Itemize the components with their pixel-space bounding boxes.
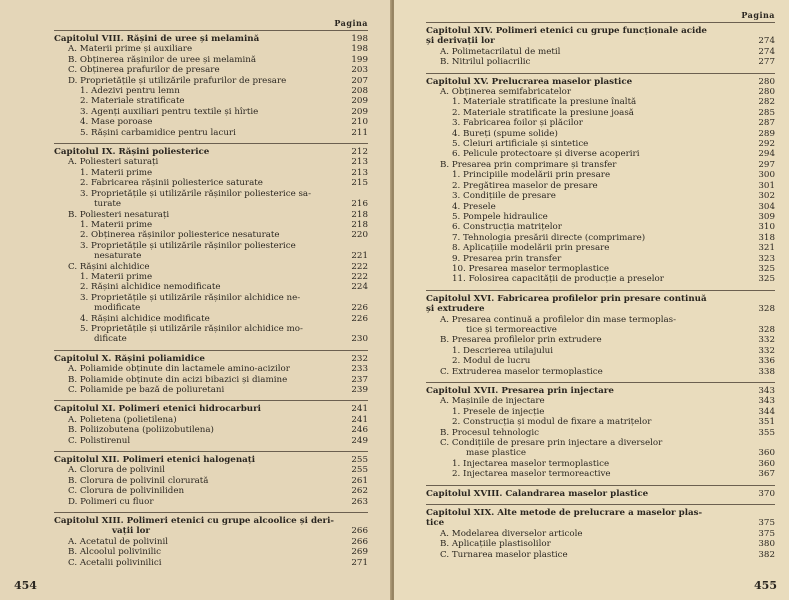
toc-entry — [426, 346, 775, 356]
chapter-block — [426, 22, 775, 68]
toc-entry — [426, 202, 775, 212]
entry-page-number: 218 — [351, 219, 368, 230]
entry-page-number: 280 — [758, 87, 775, 98]
entry-title: 1. Materii prime — [80, 167, 153, 178]
toc-entry — [426, 254, 775, 264]
entry-title: Capitolul XVII. Presarea prin injectare — [426, 386, 614, 396]
entry-title: C. Acetalii polivinilici — [68, 557, 162, 568]
entry-page-number: 280 — [758, 76, 775, 87]
entry-page-number: 198 — [351, 34, 368, 44]
entry-title: 7. Tehnologia presării directe (comprimare) — [452, 232, 646, 243]
entry-page-number: 222 — [351, 261, 368, 272]
toc-entry — [54, 558, 368, 568]
toc-entry — [426, 428, 775, 438]
toc-entry — [54, 199, 368, 209]
entry-page-number: 292 — [758, 139, 775, 150]
toc-entry — [54, 314, 368, 324]
chapter-heading — [54, 455, 368, 465]
entry-page-number: 198 — [351, 44, 368, 55]
chapter-block — [426, 290, 775, 377]
entry-page-number: 203 — [351, 65, 368, 76]
entry-title: 3. Fabricarea foilor și plăcilor — [452, 118, 583, 129]
chapter-heading — [426, 304, 775, 314]
entry-title: 1. Injectarea maselor termoplastice — [452, 458, 610, 469]
entry-page-number: 255 — [351, 455, 368, 466]
entry-title: C. Turnarea maselor plastice — [440, 549, 568, 560]
entry-title: 2. Fabricarea rășinii poliesterice saturate — [80, 178, 263, 189]
page-number: 454 — [14, 579, 37, 592]
toc-entry — [54, 168, 368, 178]
entry-page-number: 226 — [351, 303, 368, 314]
entry-title: Capitolul X. Rășini poliamidice — [54, 353, 205, 364]
entry-title: B. Presarea profilelor prin extrudere — [440, 335, 602, 346]
entry-title: A. Poliesteri saturați — [68, 157, 159, 168]
entry-page-number: 199 — [351, 54, 368, 65]
entry-title: 1. Principiile modelării prin presare — [452, 170, 611, 181]
toc-entry — [54, 282, 368, 292]
toc-entry — [426, 47, 775, 57]
entry-page-number: 255 — [351, 465, 368, 476]
toc-entry — [426, 438, 775, 448]
entry-title: A. Presarea continuă a profilelor din mase termoplas- — [440, 314, 677, 325]
entry-title: A. Obținerea semifabricatelor — [440, 87, 572, 98]
entry-title: 5. Pompele hidraulice — [452, 211, 548, 222]
entry-title: 5. Rășini carbamidice pentru lacuri — [80, 127, 236, 138]
entry-title: 1. Presele de injecție — [452, 406, 545, 417]
entry-title: B. Poliesteri nesaturați — [68, 209, 170, 220]
entry-page-number: 211 — [351, 127, 368, 138]
entry-page-number: 226 — [351, 313, 368, 324]
entry-title: nesaturate — [94, 251, 142, 262]
toc-entry — [426, 469, 775, 479]
chapter-block — [426, 382, 775, 480]
right-page — [394, 0, 789, 600]
toc-entry — [54, 364, 368, 374]
table-of-contents — [54, 30, 368, 568]
entry-page-number: 344 — [758, 406, 775, 417]
entry-page-number: 351 — [758, 417, 775, 428]
toc-entry — [426, 139, 775, 149]
page-column-header: Pagina — [741, 10, 775, 20]
entry-page-number: 233 — [351, 364, 368, 375]
toc-entry — [426, 191, 775, 201]
entry-title: Capitolul XII. Polimeri etenici halogenați — [54, 455, 256, 466]
entry-title: A. Clorura de polivinil — [68, 465, 165, 476]
entry-page-number: 230 — [351, 334, 368, 345]
chapter-block — [54, 400, 368, 446]
entry-title: A. Polimetacrilatul de metil — [440, 46, 561, 57]
entry-title: B. Clorura de polivinil clorurată — [68, 475, 209, 486]
toc-entry — [54, 334, 368, 344]
toc-entry — [54, 220, 368, 230]
toc-entry — [54, 425, 368, 435]
toc-entry — [54, 303, 368, 313]
entry-title: 3. Condițiile de presare — [452, 191, 556, 202]
toc-entry — [54, 272, 368, 282]
entry-page-number: 375 — [758, 528, 775, 539]
entry-title: 3. Proprietățile și utilizările rășinilor poliesterice — [80, 240, 296, 251]
entry-title: D. Proprietățile și utilizările prafurilor de presare — [68, 75, 287, 86]
toc-entry — [54, 128, 368, 138]
entry-title: tice — [426, 518, 445, 529]
toc-entry — [54, 324, 368, 334]
toc-entry — [426, 129, 775, 139]
entry-title: C. Clorura de poliviniliden — [68, 486, 185, 497]
entry-page-number: 237 — [351, 374, 368, 385]
entry-page-number: 332 — [758, 345, 775, 356]
entry-page-number: 325 — [758, 263, 775, 274]
toc-entry — [426, 160, 775, 170]
entry-page-number: 246 — [351, 425, 368, 436]
entry-title: 4. Bureți (spume solide) — [452, 128, 558, 139]
entry-title: B. Procesul tehnologic — [440, 427, 540, 438]
toc-entry — [426, 170, 775, 180]
entry-page-number: 274 — [758, 46, 775, 57]
table-of-contents — [426, 22, 775, 560]
entry-title: 6. Pelicule protectoare și diverse acoperiri — [452, 149, 640, 160]
entry-page-number: 241 — [351, 414, 368, 425]
toc-entry — [426, 264, 775, 274]
entry-title: Capitolul XI. Polimeri etenici hidrocarburi — [54, 404, 261, 415]
toc-entry — [426, 396, 775, 406]
toc-entry — [54, 76, 368, 86]
toc-entry — [54, 210, 368, 220]
toc-entry — [54, 230, 368, 240]
toc-entry — [54, 486, 368, 496]
entry-page-number: 218 — [351, 209, 368, 220]
entry-page-number: 300 — [758, 170, 775, 181]
entry-title: 4. Rășini alchidice modificate — [80, 313, 210, 324]
toc-entry — [426, 448, 775, 458]
entry-page-number: 213 — [351, 157, 368, 168]
entry-title: A. Modelarea diverselor articole — [440, 528, 583, 539]
entry-page-number: 271 — [351, 557, 368, 568]
toc-entry — [426, 417, 775, 427]
entry-page-number: 216 — [351, 199, 368, 210]
entry-page-number: 309 — [758, 211, 775, 222]
entry-title: B. Poliizobutena (poliizobutilena) — [68, 425, 214, 436]
chapter-heading — [54, 404, 368, 414]
entry-page-number: 375 — [758, 518, 775, 529]
entry-page-number: 207 — [351, 75, 368, 86]
entry-title: modificate — [94, 303, 141, 314]
entry-page-number: 302 — [758, 191, 775, 202]
toc-entry — [426, 539, 775, 549]
toc-entry — [54, 107, 368, 117]
toc-entry — [54, 465, 368, 475]
entry-title: B. Poliamide obținute din acizi bibazici și diamine — [68, 374, 288, 385]
entry-page-number: 212 — [351, 147, 368, 158]
entry-page-number: 221 — [351, 251, 368, 262]
entry-title: B. Alcoolul polivinilic — [68, 547, 162, 558]
toc-entry — [54, 547, 368, 557]
entry-page-number: 343 — [758, 396, 775, 407]
entry-page-number: 343 — [758, 386, 775, 396]
toc-entry — [54, 96, 368, 106]
entry-page-number: 336 — [758, 356, 775, 367]
entry-page-number: 318 — [758, 232, 775, 243]
chapter-block — [54, 143, 368, 345]
toc-entry — [54, 189, 368, 199]
chapter-heading — [426, 489, 775, 499]
toc-entry — [54, 241, 368, 251]
entry-title: 6. Construcția matrițelor — [452, 222, 562, 233]
entry-title: turate — [94, 199, 122, 210]
chapter-heading — [54, 34, 368, 44]
entry-page-number: 323 — [758, 253, 775, 264]
toc-entry — [54, 293, 368, 303]
entry-title: 1. Descrierea utilajului — [452, 345, 554, 356]
chapter-heading — [54, 147, 368, 157]
entry-page-number: 285 — [758, 107, 775, 118]
entry-title: C. Rășini alchidice — [68, 261, 150, 272]
entry-title: 4. Presele — [452, 201, 496, 212]
entry-title: mase plastice — [466, 448, 527, 459]
toc-entry — [54, 44, 368, 54]
entry-title: C. Condițiile de presare prin injectare a diverselor — [440, 438, 663, 449]
entry-title: C. Polistirenul — [68, 435, 131, 446]
entry-title: 2. Materiale stratificate — [80, 96, 185, 107]
entry-title: 9. Presarea prin transfer — [452, 253, 562, 264]
chapter-block — [426, 504, 775, 560]
entry-page-number: 266 — [351, 526, 368, 537]
entry-page-number: 297 — [758, 159, 775, 170]
entry-page-number: 209 — [351, 106, 368, 117]
chapter-heading — [426, 36, 775, 46]
toc-entry — [54, 436, 368, 446]
entry-title: C. Obținerea prafurilor de presare — [68, 65, 220, 76]
chapter-block — [54, 30, 368, 138]
entry-title: B. Nitrilul poliacrilic — [440, 57, 531, 68]
entry-page-number: 262 — [351, 486, 368, 497]
entry-page-number: 328 — [758, 324, 775, 335]
entry-title: A. Mașinile de injectare — [440, 396, 545, 407]
chapter-heading — [426, 77, 775, 87]
entry-page-number: 355 — [758, 427, 775, 438]
entry-title: și derivații lor — [426, 36, 495, 47]
chapter-heading — [426, 26, 775, 36]
entry-title: 2. Rășini alchidice nemodificate — [80, 282, 221, 293]
toc-entry — [426, 222, 775, 232]
entry-page-number: 232 — [351, 353, 368, 364]
entry-page-number: 269 — [351, 547, 368, 558]
toc-entry — [54, 375, 368, 385]
entry-title: 11. Folosirea capacității de producție a preselor — [452, 274, 664, 285]
chapter-block — [54, 350, 368, 396]
entry-title: 3. Proprietățile și utilizările rășinilor alchidice ne- — [80, 292, 301, 303]
entry-title: A. Materii prime și auxiliare — [68, 44, 193, 55]
chapter-heading — [426, 294, 775, 304]
toc-entry — [426, 57, 775, 67]
entry-page-number: 310 — [758, 222, 775, 233]
toc-entry — [54, 537, 368, 547]
entry-page-number: 220 — [351, 230, 368, 241]
entry-title: A. Poliamide obținute din lactamele amino-acizilor — [68, 364, 290, 375]
toc-entry — [426, 459, 775, 469]
chapter-block — [54, 451, 368, 507]
entry-title: 5. Proprietățile și utilizările rășinilor alchidice mo- — [80, 323, 303, 334]
entry-title: A. Polietena (polietilena) — [68, 414, 177, 425]
toc-entry — [426, 529, 775, 539]
entry-title: 3. Agenți auxiliari pentru textile și hîrtie — [80, 106, 259, 117]
entry-page-number: 222 — [351, 271, 368, 282]
entry-title: C. Extruderea maselor termoplastice — [440, 366, 603, 377]
entry-title: C. Poliamide pe bază de poliuretani — [68, 385, 225, 395]
chapter-heading — [426, 386, 775, 396]
chapter-heading — [54, 354, 368, 364]
toc-entry — [54, 497, 368, 507]
entry-page-number: 380 — [758, 539, 775, 550]
entry-page-number: 241 — [351, 404, 368, 415]
entry-title: B. Aplicațiile plastisolilor — [440, 539, 551, 550]
toc-entry — [54, 262, 368, 272]
entry-title: 4. Mase poroase — [80, 117, 153, 128]
entry-page-number: 301 — [758, 180, 775, 191]
entry-title: Capitolul IX. Rășini poliesterice — [54, 147, 210, 158]
entry-title: Capitolul XVI. Fabricarea profilelor prin presare continuă — [426, 293, 707, 304]
chapter-heading — [54, 516, 368, 526]
entry-title: 2. Injectarea maselor termoreactive — [452, 469, 611, 480]
entry-title: și extrudere — [426, 304, 485, 315]
toc-entry — [426, 87, 775, 97]
entry-title: 1. Materiale stratificate la presiune înaltă — [452, 97, 637, 108]
toc-entry — [426, 356, 775, 366]
toc-entry — [426, 325, 775, 335]
entry-title: 3. Proprietățile și utilizările rășinilor poliesterice sa- — [80, 188, 312, 199]
entry-page-number: 266 — [351, 536, 368, 547]
entry-page-number: 332 — [758, 335, 775, 346]
entry-page-number: 224 — [351, 282, 368, 293]
entry-title: B. Presarea prin comprimare și transfer — [440, 159, 617, 170]
chapter-block — [54, 512, 368, 568]
entry-title: 2. Obținerea rășinilor poliesterice nesaturate — [80, 230, 280, 241]
toc-entry — [426, 118, 775, 128]
entry-page-number: 304 — [758, 201, 775, 212]
entry-page-number: 208 — [351, 86, 368, 97]
entry-page-number: 261 — [351, 475, 368, 486]
entry-title: Capitolul XIX. Alte metode de prelucrare a maselor plas- — [426, 508, 703, 519]
entry-page-number: 213 — [351, 167, 368, 178]
entry-page-number: 282 — [758, 97, 775, 108]
toc-entry — [426, 212, 775, 222]
toc-entry — [426, 367, 775, 377]
entry-title: Capitolul XIV. Polimeri etenici cu grupe funcționale acide — [426, 26, 707, 36]
entry-page-number: 209 — [351, 96, 368, 107]
left-page — [0, 0, 392, 600]
toc-entry — [54, 65, 368, 75]
entry-page-number: 249 — [351, 435, 368, 446]
chapter-block — [426, 485, 775, 499]
entry-title: 1. Adezivi pentru lemn — [80, 86, 180, 97]
entry-page-number: 360 — [758, 458, 775, 469]
toc-entry — [54, 178, 368, 188]
entry-title: B. Obținerea rășinilor de uree și melamină — [68, 54, 257, 65]
toc-entry — [54, 476, 368, 486]
toc-entry — [54, 55, 368, 65]
entry-title: Capitolul XV. Prelucrarea maselor plastice — [426, 76, 633, 87]
toc-entry — [426, 108, 775, 118]
entry-title: dificate — [94, 334, 127, 345]
toc-entry — [426, 550, 775, 560]
toc-entry — [54, 86, 368, 96]
entry-page-number: 239 — [351, 385, 368, 395]
entry-title: tice și termoreactive — [466, 324, 557, 335]
entry-page-number: 215 — [351, 178, 368, 189]
entry-page-number: 328 — [758, 304, 775, 315]
entry-page-number: 210 — [351, 117, 368, 128]
entry-page-number: 277 — [758, 57, 775, 68]
entry-title: 1. Materii prime — [80, 219, 153, 230]
entry-page-number: 382 — [758, 549, 775, 560]
entry-page-number: 367 — [758, 469, 775, 480]
entry-title: 2. Modul de lucru — [452, 356, 531, 367]
toc-entry — [426, 243, 775, 253]
entry-title: Capitolul VIII. Rășini de uree și melamină — [54, 34, 260, 44]
entry-title: 5. Cleiuri artificiale și sintetice — [452, 139, 589, 150]
entry-title: 1. Materii prime — [80, 271, 153, 282]
entry-page-number: 370 — [758, 488, 775, 499]
page-column-header: Pagina — [334, 18, 368, 28]
entry-page-number: 294 — [758, 149, 775, 160]
toc-entry — [426, 149, 775, 159]
entry-title: Capitolul XIII. Polimeri etenici cu grupe alcoolice și deri- — [54, 516, 335, 527]
entry-page-number: 289 — [758, 128, 775, 139]
entry-title: 2. Construcția și modul de fixare a matrițelor — [452, 417, 652, 428]
entry-title: 2. Pregătirea maselor de presare — [452, 180, 598, 191]
entry-page-number: 274 — [758, 36, 775, 47]
toc-entry — [426, 315, 775, 325]
page-number: 455 — [754, 579, 777, 592]
toc-entry — [426, 181, 775, 191]
entry-title: 8. Aplicațiile modelării prin presare — [452, 243, 610, 254]
chapter-heading — [426, 518, 775, 528]
toc-entry — [54, 117, 368, 127]
entry-title: A. Acetatul de polivinil — [68, 536, 169, 547]
toc-entry — [426, 407, 775, 417]
toc-entry — [426, 274, 775, 284]
entry-title: 2. Materiale stratificate la presiune joasă — [452, 107, 634, 118]
toc-entry — [426, 335, 775, 345]
entry-page-number: 325 — [758, 274, 775, 285]
chapter-heading — [54, 526, 368, 536]
entry-title: vații lor — [112, 526, 150, 537]
entry-title: 10. Presarea maselor termoplastice — [452, 263, 610, 274]
toc-entry — [54, 415, 368, 425]
entry-title: D. Polimeri cu fluor — [68, 496, 154, 507]
entry-title: Capitolul XVIII. Calandrarea maselor plastice — [426, 488, 649, 499]
entry-page-number: 338 — [758, 366, 775, 377]
entry-page-number: 263 — [351, 496, 368, 507]
chapter-block — [426, 73, 775, 285]
toc-entry — [54, 251, 368, 261]
toc-entry — [54, 157, 368, 167]
entry-page-number: 360 — [758, 448, 775, 459]
entry-page-number: 321 — [758, 243, 775, 254]
toc-entry — [426, 233, 775, 243]
toc-entry — [426, 97, 775, 107]
toc-entry — [54, 385, 368, 395]
entry-page-number: 287 — [758, 118, 775, 129]
chapter-heading — [426, 508, 775, 518]
